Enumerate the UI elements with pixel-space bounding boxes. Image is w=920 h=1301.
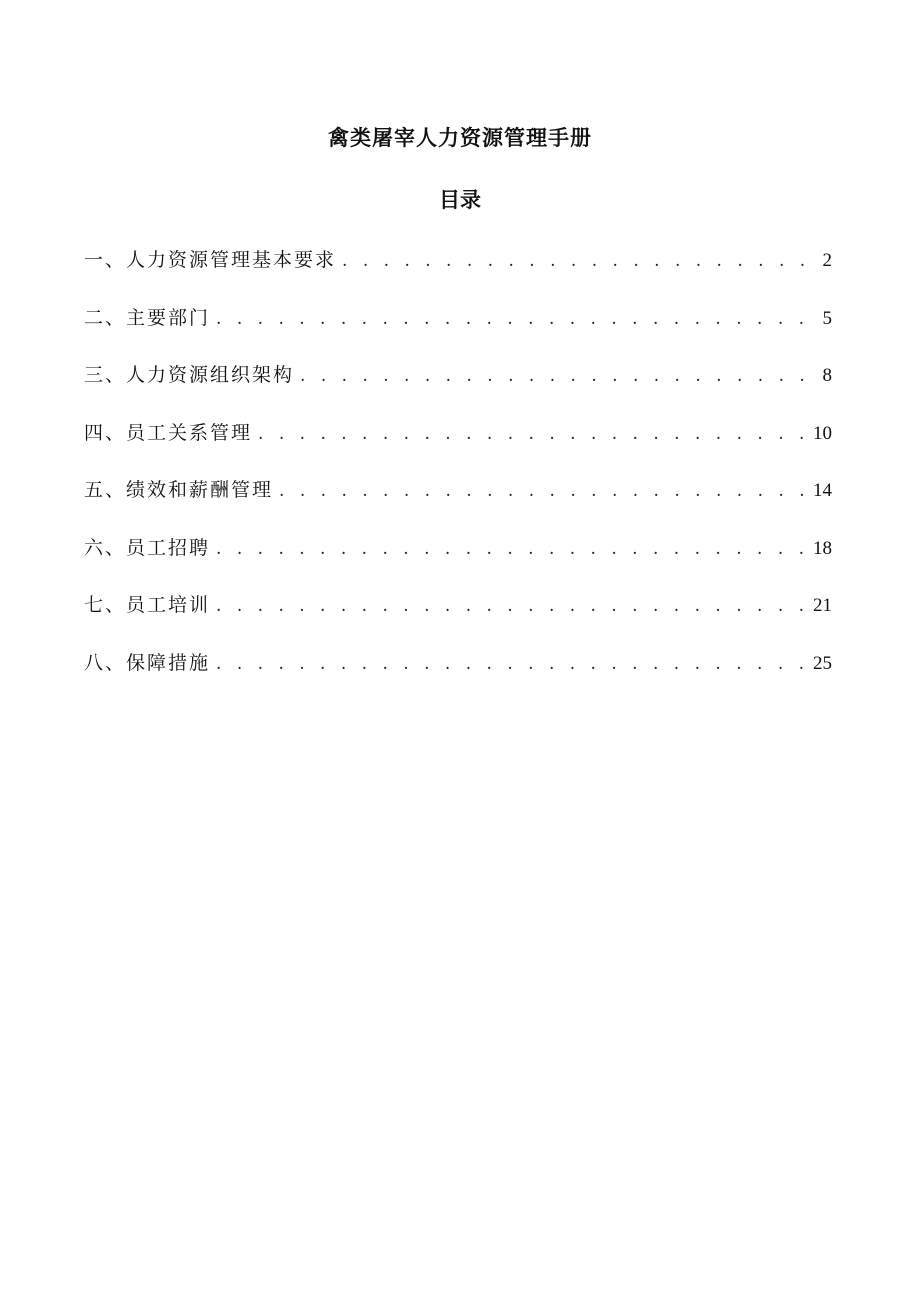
document-title: 禽类屠宰人力资源管理手册 bbox=[328, 125, 592, 150]
toc-heading: 目录 bbox=[439, 187, 481, 212]
toc-entry-page: 10 bbox=[813, 422, 832, 444]
toc-entry[interactable] bbox=[84, 302, 832, 360]
toc-entry-page: 25 bbox=[813, 652, 832, 674]
toc-entry-label: 二、主要部门 bbox=[84, 306, 211, 329]
toc-entry-page: 14 bbox=[813, 480, 832, 501]
toc-entry-label: 六、员工招聘 bbox=[84, 536, 211, 559]
toc-entry-label: 八、保障措施 bbox=[84, 651, 211, 674]
toc-entry-label: 五、绩效和薪酬管理 bbox=[84, 479, 274, 501]
toc-entry-label: 三、人力资源组织架构 bbox=[84, 364, 295, 386]
toc-entry-page: 2 bbox=[822, 250, 832, 271]
toc-entry[interactable] bbox=[84, 244, 832, 302]
toc-entry-label: 七、员工培训 bbox=[84, 594, 211, 616]
toc-dot-leader bbox=[342, 245, 818, 277]
toc-entry[interactable] bbox=[84, 417, 832, 475]
table-of-contents bbox=[84, 244, 832, 704]
toc-dot-leader bbox=[216, 533, 809, 565]
toc-dot-leader bbox=[216, 590, 809, 622]
toc-dot-leader bbox=[258, 418, 809, 450]
toc-entry-page: 5 bbox=[822, 307, 832, 329]
toc-entry-page: 18 bbox=[813, 537, 832, 559]
toc-entry[interactable] bbox=[84, 647, 832, 705]
toc-entry[interactable] bbox=[84, 359, 832, 417]
toc-dot-leader bbox=[300, 360, 818, 392]
toc-dot-leader bbox=[279, 475, 809, 507]
toc-entry[interactable] bbox=[84, 532, 832, 590]
toc-dot-leader bbox=[216, 303, 818, 335]
toc-entry-label: 四、员工关系管理 bbox=[84, 421, 253, 444]
toc-entry[interactable] bbox=[84, 474, 832, 532]
toc-entry-page: 8 bbox=[822, 365, 832, 386]
toc-entry-page: 21 bbox=[813, 595, 832, 616]
toc-dot-leader bbox=[216, 648, 809, 680]
toc-entry[interactable] bbox=[84, 589, 832, 647]
toc-entry-label: 一、人力资源管理基本要求 bbox=[84, 249, 337, 271]
